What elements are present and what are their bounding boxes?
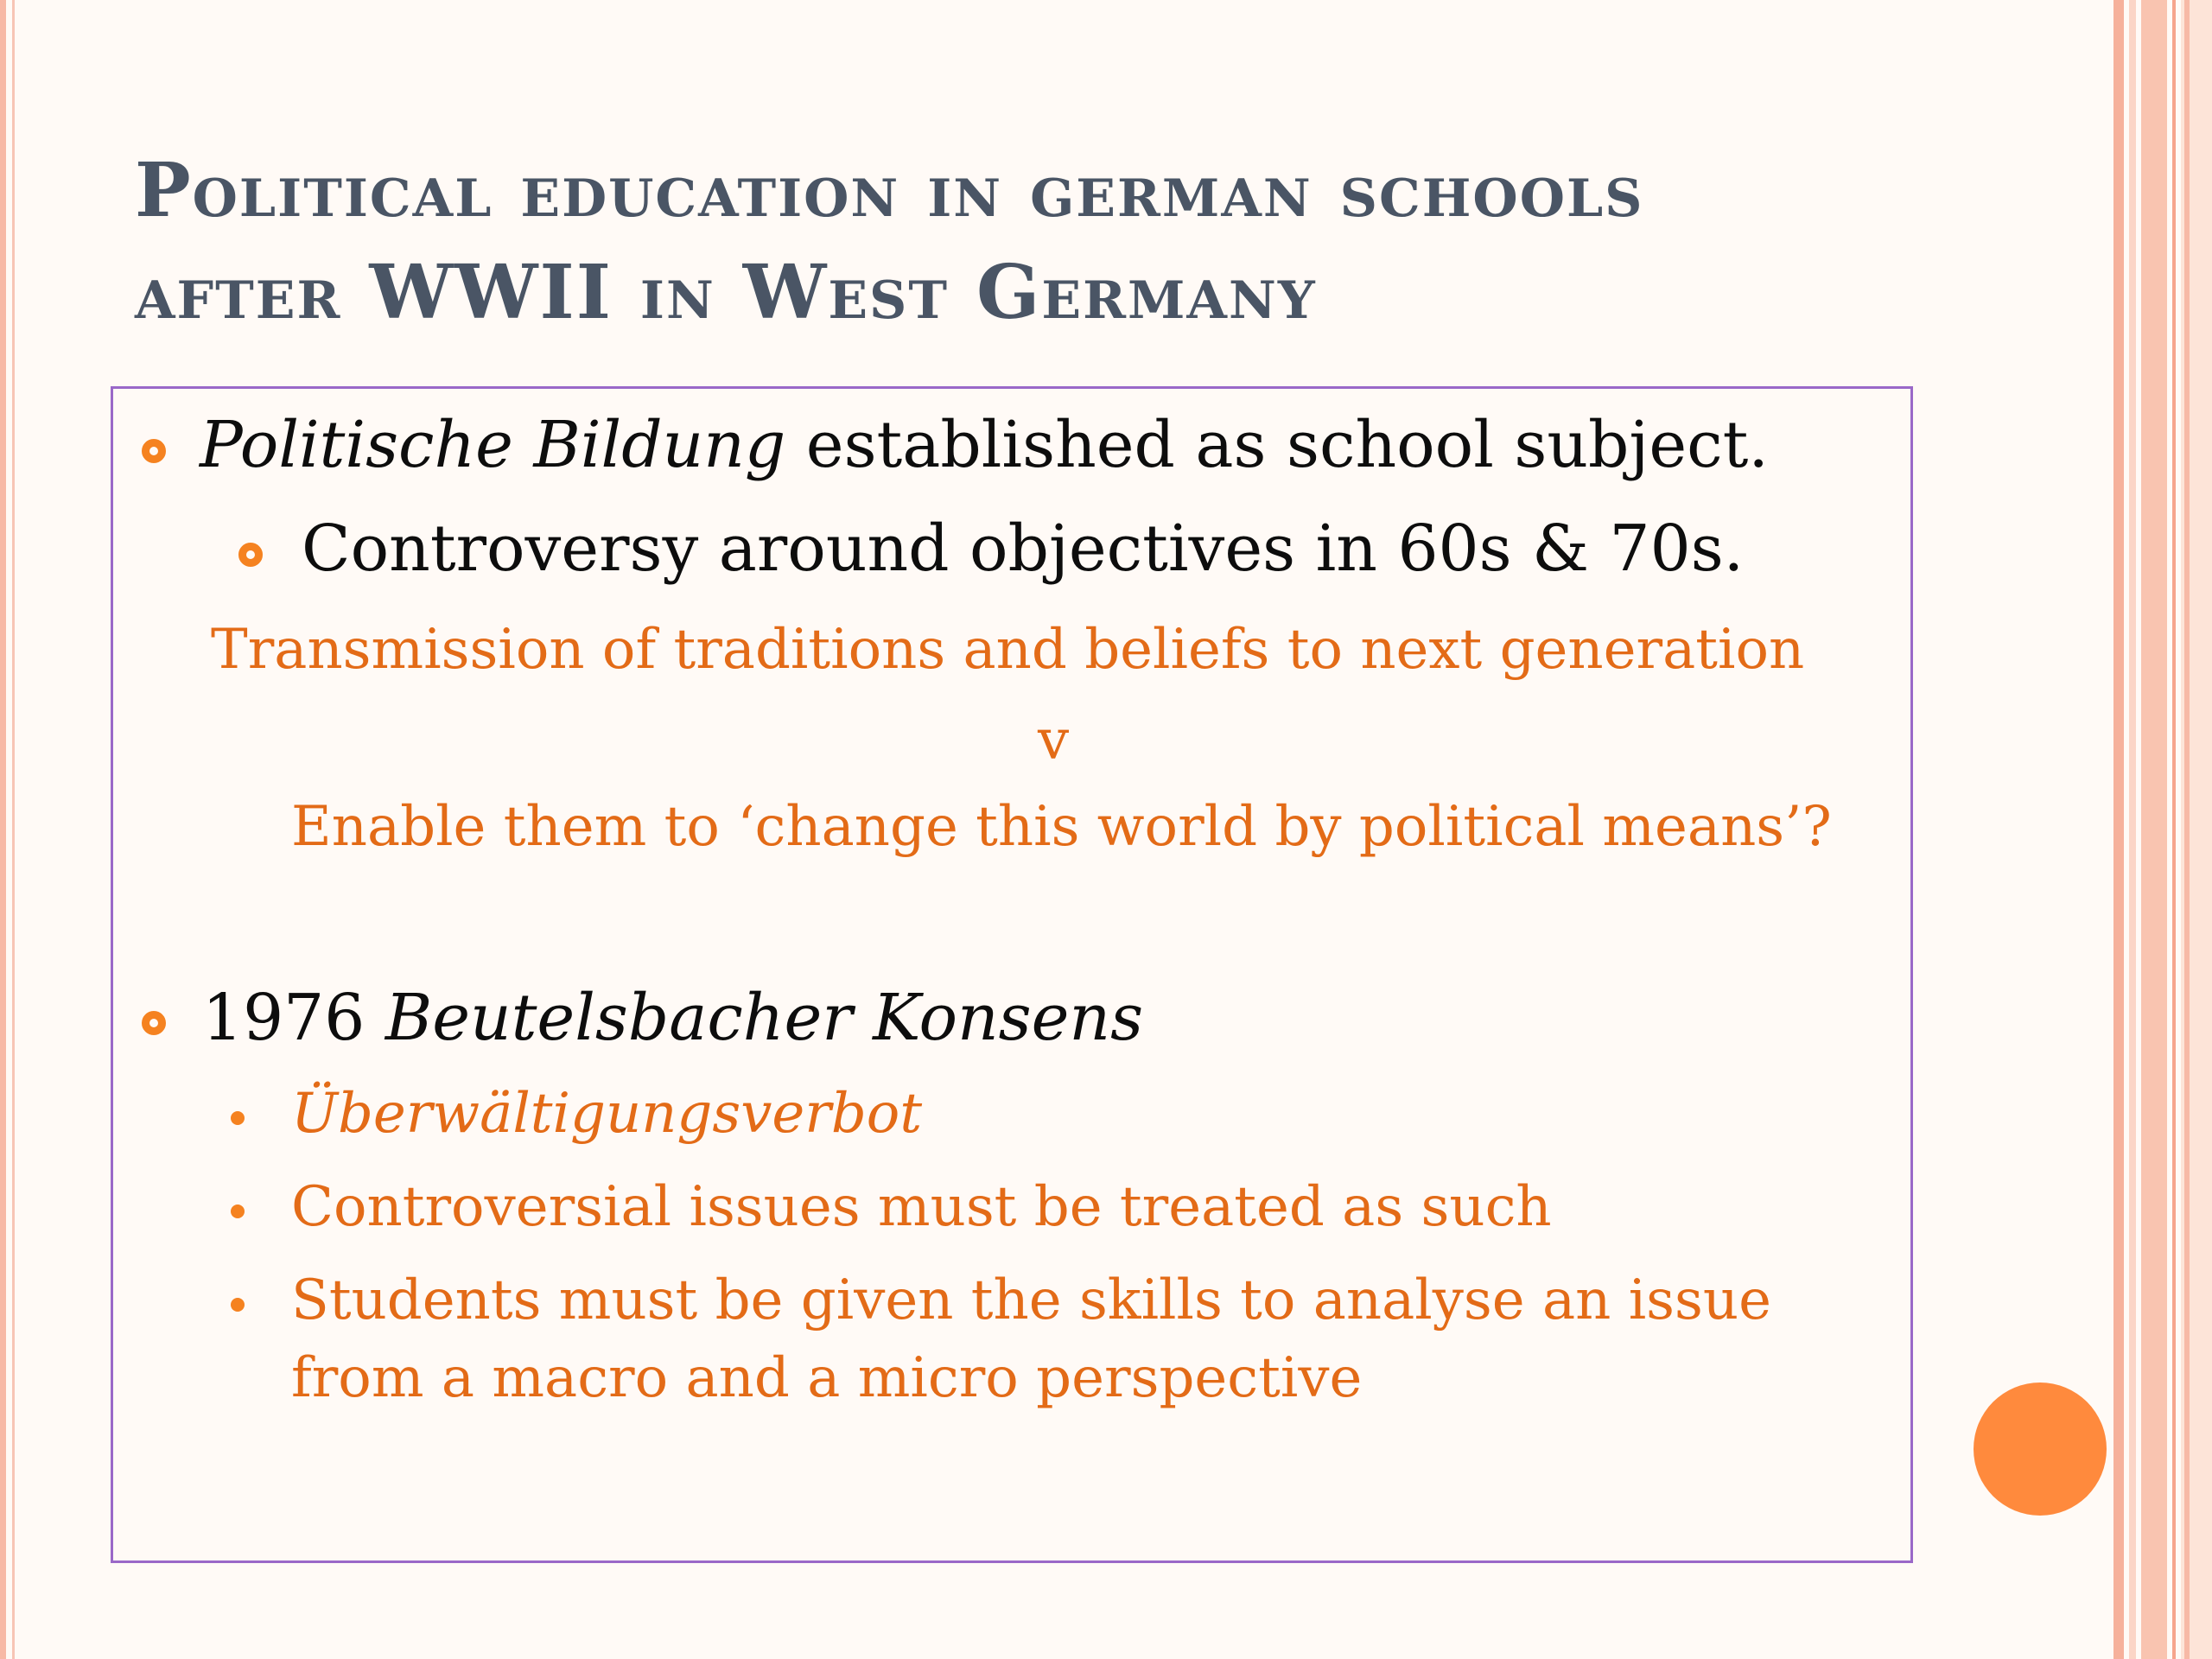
dot-bullet-icon	[231, 1298, 245, 1312]
contrast-line-enable: Enable them to ‘change this world by political means’?	[291, 795, 1832, 859]
slide-title	[135, 140, 2079, 344]
ring-bullet-icon	[142, 439, 166, 463]
frame-stripe-right	[2129, 0, 2136, 1659]
bullet-italic-term: Beutelsbacher Konsens	[385, 981, 1144, 1055]
decorative-circle	[1974, 1382, 2107, 1516]
contrast-versus: v	[1038, 709, 1070, 772]
frame-stripe-right	[2141, 0, 2167, 1659]
bullet-politische-bildung	[200, 408, 1769, 482]
title-line-2: after WWII in West Germany	[135, 249, 1317, 336]
frame-stripe-right	[2113, 0, 2124, 1659]
content-box	[111, 386, 1913, 1563]
ring-bullet-icon	[238, 543, 263, 567]
item-ueberwaeltigungsverbot: Überwältigungsverbot	[291, 1082, 923, 1146]
item-students-skills: Students must be given the skills to analyse an issue	[291, 1268, 1771, 1332]
bullet-beutelsbacher-konsens	[202, 981, 1143, 1055]
item-controversial-issues: Controversial issues must be treated as such	[291, 1175, 1552, 1239]
bullet-italic-term: Politische Bildung	[200, 408, 786, 482]
frame-stripe-left	[0, 0, 6, 1659]
frame-stripe-right	[2172, 0, 2176, 1659]
frame-stripe-left-inner	[12, 0, 15, 1659]
frame-stripe-right	[2184, 0, 2190, 1659]
contrast-line-transmission: Transmission of traditions and beliefs to next generation	[211, 618, 1805, 682]
ring-bullet-icon	[142, 1011, 166, 1035]
dot-bullet-icon	[231, 1111, 245, 1125]
item-students-skills-cont: from a macro and a micro perspective	[291, 1346, 1363, 1410]
dot-bullet-icon	[231, 1205, 245, 1218]
bullet-text: established as school subject.	[785, 408, 1769, 482]
sub-bullet-controversy: Controversy around objectives in 60s & 70s.	[302, 512, 1745, 586]
bullet-year: 1976	[202, 981, 385, 1055]
title-line-1: Political education in german schools	[135, 147, 1644, 234]
